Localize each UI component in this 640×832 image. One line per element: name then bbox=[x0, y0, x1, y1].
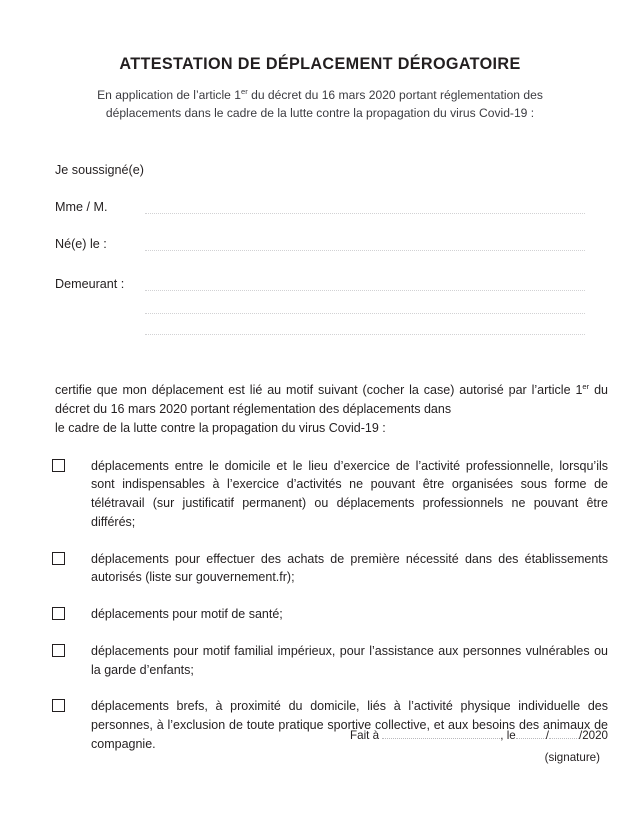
identity-form bbox=[0, 163, 640, 335]
birthdate-input[interactable] bbox=[145, 250, 585, 251]
reason-item-health[interactable] bbox=[52, 605, 608, 624]
signature-section bbox=[0, 729, 640, 764]
reason-label-health: déplacements pour motif de santé; bbox=[91, 607, 283, 621]
address-row bbox=[55, 277, 585, 293]
place-label: Fait à bbox=[350, 729, 380, 742]
certification-text-end: du décret du 16 mars 2020 portant réglementation des déplacements dans bbox=[55, 382, 608, 416]
checkbox-icon-shopping[interactable] bbox=[52, 552, 65, 565]
address-input-line-3[interactable] bbox=[145, 334, 585, 335]
signature-label: (signature) bbox=[544, 751, 600, 764]
month-input[interactable] bbox=[549, 738, 579, 739]
certification-paragraph bbox=[0, 381, 640, 438]
address-input-line-1[interactable] bbox=[145, 290, 585, 291]
reason-item-family[interactable] bbox=[52, 642, 608, 680]
date-label: , le bbox=[500, 729, 516, 742]
year-label: /2020 bbox=[578, 729, 608, 742]
undersigned-row bbox=[55, 163, 585, 179]
subtitle-text-end: du décret du 16 mars 2020 portant réglementation des déplacements dans le cadre de la lutte contre la propagation du virus Covid-19 : bbox=[105, 88, 543, 120]
reason-label-exercise: déplacements brefs, à proximité du domicile, liés à l’activité physique individuelle des personnes, à l’exclusion de toute pratique sportive collective, et aux besoins des animaux de compagnie. bbox=[91, 699, 608, 751]
reason-item-shopping[interactable] bbox=[52, 550, 608, 588]
date-separator: / bbox=[545, 729, 549, 742]
address-label: Demeurant : bbox=[55, 276, 125, 291]
page-title: ATTESTATION DE DÉPLACEMENT DÉROGATOIRE bbox=[119, 55, 521, 73]
address-input-line-2[interactable] bbox=[145, 313, 585, 314]
certification-text-start: certifie que mon déplacement est lié au motif suivant (cocher la case) autorisé par l’article 1 bbox=[55, 382, 583, 397]
subtitle-text-start: En application de l’article 1 bbox=[97, 88, 241, 103]
day-input[interactable] bbox=[516, 738, 546, 739]
reason-label-shopping: déplacements pour effectuer des achats de première nécessité dans des établissements autorisés (liste sur gouvernement.fr); bbox=[91, 551, 608, 585]
reasons-list bbox=[0, 457, 640, 754]
undersigned-label: Je soussigné(e) bbox=[55, 162, 144, 177]
certification-text-last-line: le cadre de la lutte contre la propagation du virus Covid-19 : bbox=[55, 420, 386, 435]
certification-ordinal-suffix: er bbox=[582, 381, 590, 391]
checkbox-icon-exercise[interactable] bbox=[52, 699, 65, 712]
title-row bbox=[55, 200, 585, 216]
birthdate-label: Né(e) le : bbox=[55, 236, 107, 251]
document-subtitle bbox=[0, 74, 640, 122]
subtitle-ordinal-suffix: er bbox=[240, 87, 248, 97]
place-input[interactable] bbox=[382, 738, 500, 739]
checkbox-icon-family[interactable] bbox=[52, 644, 65, 657]
title-input[interactable] bbox=[145, 213, 585, 214]
reason-label-work: déplacements entre le domicile et le lieu d’exercice de l’activité professionnelle, lorsqu’ils sont indispensables à l’exercice d’activités ne pouvant être organisées sous forme de télétravail (sur justificatif permanent) ou déplacements professionnels ne pouvant être différés; bbox=[91, 458, 608, 529]
place-date-line bbox=[0, 729, 608, 742]
checkbox-icon-health[interactable] bbox=[52, 607, 65, 620]
checkbox-icon-work[interactable] bbox=[52, 459, 65, 472]
birthdate-row bbox=[55, 237, 585, 253]
reason-item-work[interactable] bbox=[52, 457, 608, 532]
reason-label-family: déplacements pour motif familial impérieux, pour l’assistance aux personnes vulnérables ou la garde d’enfants; bbox=[91, 643, 608, 677]
title-label: Mme / M. bbox=[55, 199, 108, 214]
